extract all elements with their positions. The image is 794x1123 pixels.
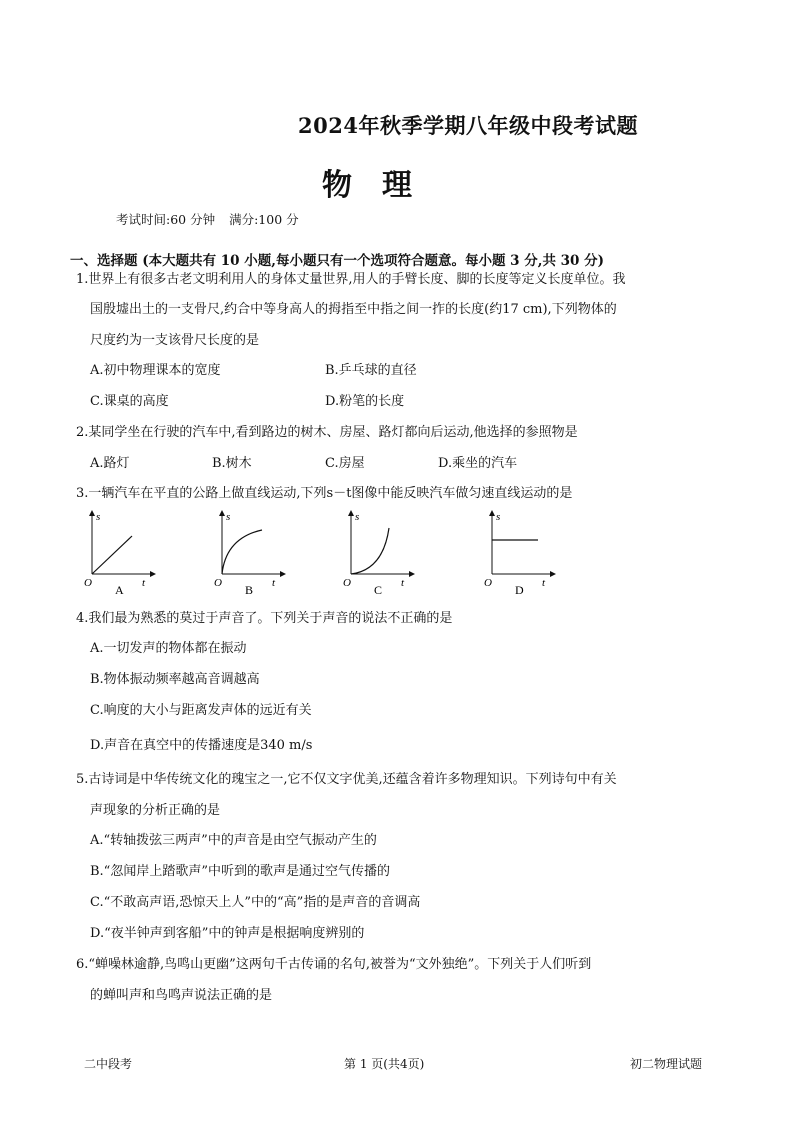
q4-option-a: A.一切发声的物体都在振动 [90,641,247,656]
q6-stem-line1: 6.“蝉噪林逾静,鸟鸣山更幽”这两句千古传诵的名句,被誉为“文外独绝”。下列关于人们听到 [76,957,592,972]
exam-score: 满分:100 分 [229,212,299,227]
q3-graph-b [212,508,292,598]
origin-label: O [84,577,92,589]
q2-option-d: D.乘坐的汽车 [438,456,518,471]
graph-c-label: C [374,583,383,597]
graph-d-label: D [515,583,524,597]
q3-graph-a [82,508,162,598]
axis-s-label: s [226,511,231,523]
subject-title: 物理 [322,168,442,203]
section-heading: 一、选择题 (本大题共有 10 小题,每小题只有一个选项符合题意。每小题 3 分,共 30 分) [70,253,605,269]
q1-stem-line3: 尺度约为一支该骨尺长度的是 [90,333,260,348]
q1-stem-line2: 国殷墟出土的一支骨尺,约合中等身高人的拇指至中指之间一拃的长度(约17 cm),下列物体的 [90,302,617,317]
q5-stem-line1: 5.古诗词是中华传统文化的瑰宝之一,它不仅文字优美,还蕴含着许多物理知识。下列诗句中有关 [76,772,617,787]
q1-option-a: A.初中物理课本的宽度 [90,363,221,378]
graph-b-label: B [245,583,254,597]
q2-stem: 2.某同学坐在行驶的汽车中,看到路边的树木、房屋、路灯都向后运动,他选择的参照物是 [76,425,578,440]
origin-label: O [484,577,492,589]
q3-graph-d [482,508,562,598]
footer-page-number: 第 1 页(共4页) [344,1057,425,1071]
q4-option-b: B.物体振动频率越高音调越高 [90,672,260,687]
q1-stem-line1: 1.世界上有很多古老文明利用人的身体丈量世界,用人的手臂长度、脚的长度等定义长度单位。我 [76,272,626,287]
q5-option-b: B.“忽闻岸上踏歌声”中听到的歌声是通过空气传播的 [90,864,390,879]
footer-right: 初二物理试题 [630,1057,703,1071]
origin-label: O [214,577,222,589]
axis-s-label: s [96,511,101,523]
exam-time: 考试时间:60 分钟 [116,212,216,227]
exam-title: 2024年秋季学期八年级中段考试题 [298,113,638,138]
graph-c-curve [351,528,389,574]
graph-a-label: A [115,583,124,597]
q4-option-d: D.声音在真空中的传播速度是340 m/s [90,738,313,753]
q2-option-b: B.树木 [212,456,252,471]
axis-t-label: t [542,577,546,589]
q4-stem: 4.我们最为熟悉的莫过于声音了。下列关于声音的说法不正确的是 [76,611,453,626]
origin-label: O [343,577,351,589]
graph-b-curve [222,530,262,574]
axis-t-label: t [142,577,146,589]
q1-option-d: D.粉笔的长度 [325,394,405,409]
q6-stem-line2: 的蝉叫声和鸟鸣声说法正确的是 [90,988,273,1003]
q5-stem-line2: 声现象的分析正确的是 [90,803,221,818]
q2-option-a: A.路灯 [90,456,130,471]
q4-option-c: C.响度的大小与距离发声体的远近有关 [90,703,312,718]
q5-option-a: A.“转轴拨弦三两声”中的声音是由空气振动产生的 [90,833,377,848]
footer-left: 二中段考 [84,1057,133,1071]
q1-option-b: B.乒乓球的直径 [325,363,417,378]
q3-graph-c [341,508,421,598]
q5-option-d: D.“夜半钟声到客船”中的钟声是根据响度辨别的 [90,926,365,941]
exam-meta [116,210,299,228]
q5-option-c: C.“不敢高声语,恐惊天上人”中的“高”指的是声音的音调高 [90,895,421,910]
axis-t-label: t [272,577,276,589]
axis-s-label: s [496,511,501,523]
axis-s-label: s [355,511,360,523]
graph-a-line [92,536,132,574]
q3-stem: 3.一辆汽车在平直的公路上做直线运动,下列s－t图像中能反映汽车做匀速直线运动的是 [76,486,573,501]
axis-t-label: t [401,577,405,589]
q1-option-c: C.课桌的高度 [90,394,169,409]
q2-option-c: C.房屋 [325,456,365,471]
